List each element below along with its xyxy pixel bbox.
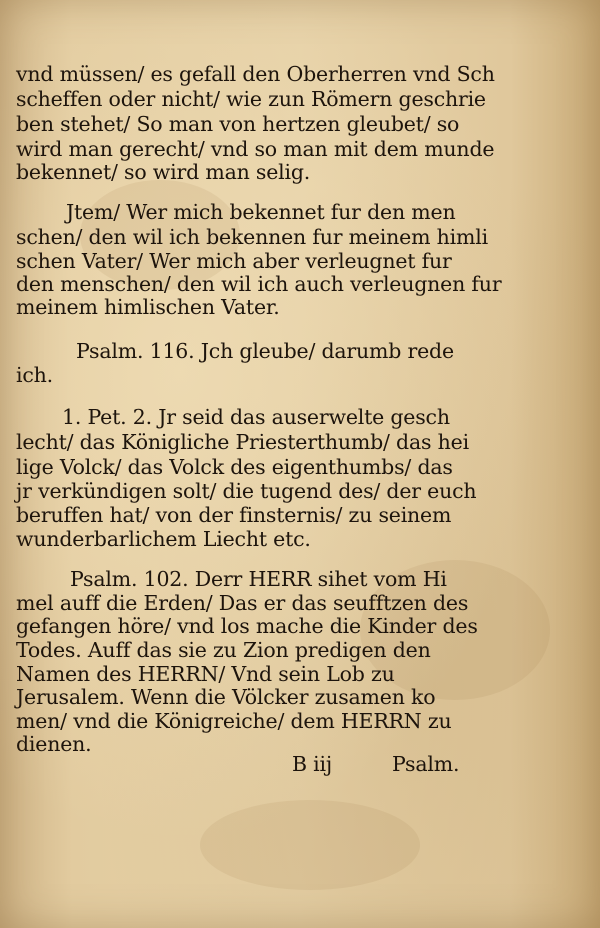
catchword: Psalm. — [392, 752, 460, 776]
text-line: beruffen hat/ von der finsternis/ zu seinem — [16, 503, 452, 527]
text-line: dienen. — [16, 732, 92, 756]
text-line: meinem himlischen Vater. — [16, 295, 280, 319]
text-line: den menschen/ den wil ich auch verleugnen fur — [16, 272, 502, 296]
text-line: gefangen höre/ vnd los mache die Kinder des — [16, 614, 478, 638]
text-line: 1. Pet. 2. Jr seid das auserwelte gesch — [62, 405, 450, 429]
text-line: mel auff die Erden/ Das er das seufftzen des — [16, 591, 469, 615]
text-line: vnd müssen/ es gefall den Oberherren vnd Sch — [16, 62, 495, 86]
text-line: lecht/ das Königliche Priesterthumb/ das hei — [16, 430, 469, 454]
paper-stain — [200, 800, 420, 890]
text-line: Psalm. 102. Derr HERR sihet vom Hi — [70, 567, 447, 591]
text-line: wunderbarlichem Liecht etc. — [16, 527, 311, 551]
text-line: Jtem/ Wer mich bekennet fur den men — [66, 200, 456, 224]
text-line: men/ vnd die Königreiche/ dem HERRN zu — [16, 709, 452, 733]
text-line: wird man gerecht/ vnd so man mit dem munde — [16, 137, 495, 161]
text-line: Jerusalem. Wenn die Völcker zusamen ko — [16, 685, 436, 709]
text-line: Namen des HERRN/ Vnd sein Lob zu — [16, 662, 395, 686]
text-line: schen Vater/ Wer mich aber verleugnet fur — [16, 249, 452, 273]
text-line: ich. — [16, 363, 53, 387]
text-line: Psalm. 116. Jch gleube/ darumb rede — [76, 339, 454, 363]
text-line: scheffen oder nicht/ wie zun Römern geschrie — [16, 87, 486, 111]
signature-mark: B iij — [292, 752, 333, 776]
text-line: lige Volck/ das Volck des eigenthumbs/ das — [16, 455, 453, 479]
text-line: schen/ den wil ich bekennen fur meinem himli — [16, 225, 488, 249]
text-line: ben stehet/ So man von hertzen gleubet/ so — [16, 112, 460, 136]
text-line: Todes. Auff das sie zu Zion predigen den — [16, 638, 431, 662]
text-line: bekennet/ so wird man selig. — [16, 160, 311, 184]
text-line: jr verkündigen solt/ die tugend des/ der euch — [16, 479, 477, 503]
